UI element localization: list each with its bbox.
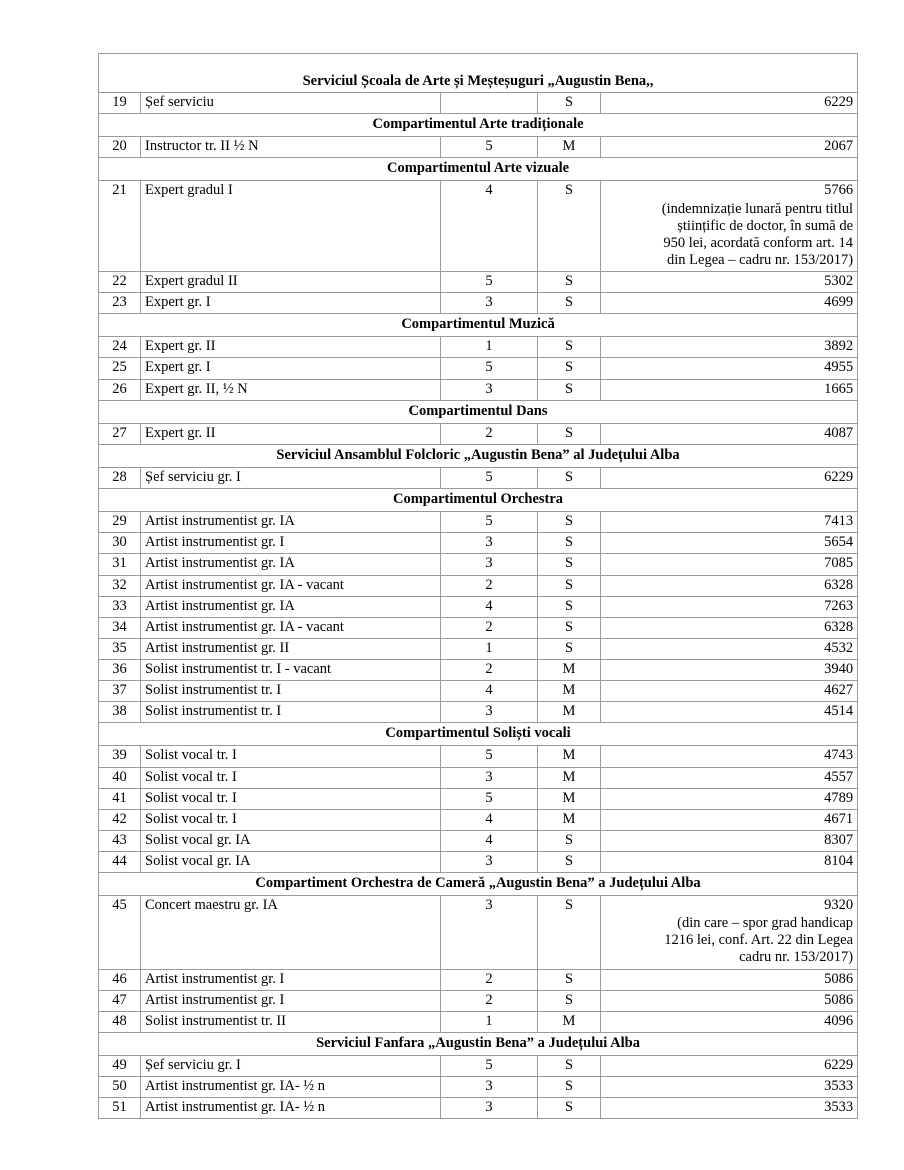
studies-level-cell: S (538, 512, 601, 533)
table-row (99, 638, 858, 659)
studies-level-cell: S (538, 467, 601, 488)
table-row (99, 554, 858, 575)
amount-cell (601, 1077, 858, 1098)
gradation-cell: 4 (441, 181, 538, 272)
row-number-cell: 26 (99, 379, 141, 400)
table-row (99, 990, 858, 1011)
position-name-cell: Expert gr. I (141, 293, 441, 314)
gradation-cell: 3 (441, 293, 538, 314)
gradation-cell: 5 (441, 137, 538, 158)
gradation-cell: 3 (441, 702, 538, 723)
amount-cell (601, 575, 858, 596)
position-name-cell: Artist instrumentist gr. II (141, 638, 441, 659)
section-title: Serviciul Ansamblul Folcloric „Augustin Bena” al Județului Alba (99, 444, 858, 467)
studies-level-cell: M (538, 746, 601, 767)
position-name-cell: Artist instrumentist gr. IA - vacant (141, 617, 441, 638)
position-name-cell: Expert gr. II, ½ N (141, 379, 441, 400)
gradation-cell: 5 (441, 358, 538, 379)
row-number-cell: 47 (99, 990, 141, 1011)
section-header-row (99, 444, 858, 467)
amount-cell (601, 271, 858, 292)
table-row (99, 1011, 858, 1032)
amount-value: 4627 (824, 682, 854, 699)
studies-level-cell: S (538, 990, 601, 1011)
row-number-cell: 25 (99, 358, 141, 379)
table-row (99, 93, 858, 114)
gradation-cell: 3 (441, 896, 538, 969)
studies-level-cell: M (538, 702, 601, 723)
table-row (99, 767, 858, 788)
payroll-table-body (99, 54, 858, 1119)
amount-cell (601, 969, 858, 990)
row-number-cell: 48 (99, 1011, 141, 1032)
table-row (99, 830, 858, 851)
section-header-row (99, 400, 858, 423)
row-number-cell: 42 (99, 809, 141, 830)
studies-level-cell: S (538, 575, 601, 596)
studies-level-cell: S (538, 596, 601, 617)
gradation-cell: 1 (441, 638, 538, 659)
payroll-sheet (98, 53, 857, 1119)
amount-cell (601, 379, 858, 400)
amount-value: 1665 (824, 380, 854, 397)
amount-value: 8104 (824, 852, 854, 869)
row-number-cell: 33 (99, 596, 141, 617)
row-number-cell: 51 (99, 1098, 141, 1119)
gradation-cell: 3 (441, 1098, 538, 1119)
position-name-cell: Expert gr. I (141, 358, 441, 379)
section-title: Compartimentul Orchestra (99, 489, 858, 512)
amount-cell (601, 851, 858, 872)
section-title: Serviciul Fanfara „Augustin Bena” a Județului Alba (99, 1032, 858, 1055)
studies-level-cell: M (538, 681, 601, 702)
table-row (99, 467, 858, 488)
row-number-cell: 20 (99, 137, 141, 158)
position-name-cell: Artist instrumentist gr. IA (141, 554, 441, 575)
position-name-cell: Artist instrumentist gr. IA- ½ n (141, 1098, 441, 1119)
amount-cell (601, 512, 858, 533)
row-number-cell: 31 (99, 554, 141, 575)
section-header-row (99, 158, 858, 181)
amount-cell (601, 617, 858, 638)
row-number-cell: 30 (99, 533, 141, 554)
row-number-cell: 34 (99, 617, 141, 638)
payroll-table (98, 53, 858, 1119)
amount-value: 8307 (824, 831, 854, 848)
studies-level-cell: S (538, 293, 601, 314)
table-row (99, 271, 858, 292)
studies-level-cell: S (538, 830, 601, 851)
studies-level-cell: S (538, 896, 601, 969)
gradation-cell: 2 (441, 617, 538, 638)
studies-level-cell: M (538, 659, 601, 680)
amount-cell (601, 702, 858, 723)
gradation-cell: 2 (441, 575, 538, 596)
row-number-cell: 19 (99, 93, 141, 114)
amount-value: 5654 (824, 534, 854, 551)
section-title: Serviciul Școala de Arte și Meșteșuguri „Augustin Bena,, (99, 54, 858, 93)
table-row (99, 181, 858, 272)
gradation-cell: 3 (441, 379, 538, 400)
studies-level-cell: S (538, 554, 601, 575)
studies-level-cell: M (538, 767, 601, 788)
gradation-cell: 2 (441, 423, 538, 444)
position-name-cell: Solist vocal tr. I (141, 788, 441, 809)
amount-cell (601, 423, 858, 444)
gradation-cell: 3 (441, 851, 538, 872)
table-row (99, 746, 858, 767)
amount-cell (601, 358, 858, 379)
table-row (99, 896, 858, 969)
table-row (99, 423, 858, 444)
studies-level-cell: M (538, 137, 601, 158)
row-number-cell: 22 (99, 271, 141, 292)
row-number-cell: 45 (99, 896, 141, 969)
position-name-cell: Solist instrumentist tr. II (141, 1011, 441, 1032)
position-name-cell: Șef serviciu gr. I (141, 1056, 441, 1077)
position-name-cell: Expert gradul I (141, 181, 441, 272)
position-name-cell: Expert gradul II (141, 271, 441, 292)
studies-level-cell: M (538, 788, 601, 809)
amount-value: 6229 (824, 94, 854, 110)
position-name-cell: Solist instrumentist tr. I (141, 702, 441, 723)
amount-note-line: (indemnizație lunară pentru titlul (661, 200, 854, 217)
amount-note (605, 201, 853, 269)
table-row (99, 358, 858, 379)
amount-cell (601, 1098, 858, 1119)
amount-cell (601, 788, 858, 809)
row-number-cell: 32 (99, 575, 141, 596)
table-row (99, 788, 858, 809)
amount-cell (601, 533, 858, 554)
position-name-cell: Șef serviciu (141, 93, 441, 114)
amount-value: 4671 (824, 810, 854, 827)
position-name-cell: Solist vocal gr. IA (141, 851, 441, 872)
amount-value: 5086 (824, 970, 854, 987)
amount-value: 5086 (824, 991, 854, 1008)
studies-level-cell: S (538, 851, 601, 872)
position-name-cell: Artist instrumentist gr. I (141, 969, 441, 990)
section-header-row (99, 489, 858, 512)
amount-value: 6229 (824, 1057, 854, 1074)
amount-cell (601, 896, 858, 969)
table-row (99, 596, 858, 617)
amount-value: 4955 (824, 359, 854, 376)
position-name-cell: Artist instrumentist gr. IA - vacant (141, 575, 441, 596)
table-row (99, 969, 858, 990)
amount-value: 3892 (824, 338, 854, 355)
amount-value: 7085 (824, 555, 854, 572)
section-title: Compartiment Orchestra de Cameră „Augustin Bena” a Județului Alba (99, 873, 858, 896)
row-number-cell: 21 (99, 181, 141, 272)
gradation-cell: 4 (441, 681, 538, 702)
table-row (99, 137, 858, 158)
table-row (99, 1098, 858, 1119)
studies-level-cell: S (538, 533, 601, 554)
gradation-cell: 4 (441, 809, 538, 830)
row-number-cell: 28 (99, 467, 141, 488)
row-number-cell: 50 (99, 1077, 141, 1098)
amount-value: 3940 (824, 660, 854, 677)
amount-cell (601, 1011, 858, 1032)
studies-level-cell: S (538, 617, 601, 638)
row-number-cell: 36 (99, 659, 141, 680)
studies-level-cell: S (538, 423, 601, 444)
gradation-cell: 1 (441, 1011, 538, 1032)
amount-cell (601, 638, 858, 659)
row-number-cell: 29 (99, 512, 141, 533)
gradation-cell: 5 (441, 467, 538, 488)
section-title: Compartimentul Arte vizuale (99, 158, 858, 181)
studies-level-cell: S (538, 181, 601, 272)
amount-cell (601, 990, 858, 1011)
position-name-cell: Solist vocal tr. I (141, 746, 441, 767)
row-number-cell: 27 (99, 423, 141, 444)
position-name-cell: Artist instrumentist gr. IA (141, 512, 441, 533)
amount-value: 7413 (824, 513, 854, 530)
amount-cell (601, 337, 858, 358)
amount-value: 6328 (824, 576, 854, 593)
amount-value: 4514 (824, 703, 854, 720)
section-header-row (99, 873, 858, 896)
table-row (99, 512, 858, 533)
amount-value: 6328 (824, 618, 854, 635)
row-number-cell: 35 (99, 638, 141, 659)
amount-cell (601, 137, 858, 158)
section-header-row (99, 114, 858, 137)
amount-value: 4699 (824, 294, 854, 311)
position-name-cell: Solist vocal tr. I (141, 767, 441, 788)
amount-note-line: științific de doctor, în sumă de (677, 217, 854, 234)
gradation-cell: 5 (441, 1056, 538, 1077)
position-name-cell: Artist instrumentist gr. I (141, 533, 441, 554)
gradation-cell: 4 (441, 596, 538, 617)
table-row (99, 1056, 858, 1077)
row-number-cell: 46 (99, 969, 141, 990)
amount-value: 4087 (824, 424, 854, 441)
amount-cell (601, 596, 858, 617)
gradation-cell: 2 (441, 990, 538, 1011)
amount-note (605, 915, 853, 966)
amount-cell (601, 1056, 858, 1077)
row-number-cell: 24 (99, 337, 141, 358)
position-name-cell: Solist vocal tr. I (141, 809, 441, 830)
section-header-row (99, 314, 858, 337)
gradation-cell: 3 (441, 533, 538, 554)
position-name-cell: Artist instrumentist gr. IA- ½ n (141, 1077, 441, 1098)
studies-level-cell: M (538, 809, 601, 830)
studies-level-cell: S (538, 271, 601, 292)
table-row (99, 379, 858, 400)
amount-cell (601, 181, 858, 272)
table-row (99, 575, 858, 596)
amount-value: 4789 (824, 789, 854, 806)
amount-value: 3533 (824, 1099, 854, 1116)
amount-cell (601, 293, 858, 314)
amount-note-line: 950 lei, acordată conform art. 14 (663, 234, 854, 251)
gradation-cell: 3 (441, 767, 538, 788)
position-name-cell: Artist instrumentist gr. IA (141, 596, 441, 617)
table-row (99, 809, 858, 830)
position-name-cell: Instructor tr. II ½ N (141, 137, 441, 158)
row-number-cell: 39 (99, 746, 141, 767)
gradation-cell: 5 (441, 512, 538, 533)
amount-cell (601, 681, 858, 702)
studies-level-cell: S (538, 93, 601, 114)
table-row (99, 533, 858, 554)
amount-value: 5766 (824, 182, 854, 199)
gradation-cell: 5 (441, 746, 538, 767)
row-number-cell: 40 (99, 767, 141, 788)
gradation-cell: 1 (441, 337, 538, 358)
section-title: Compartimentul Soliști vocali (99, 723, 858, 746)
section-title: Compartimentul Muzică (99, 314, 858, 337)
position-name-cell: Solist vocal gr. IA (141, 830, 441, 851)
table-row (99, 337, 858, 358)
amount-value: 7263 (824, 597, 854, 614)
gradation-cell: 3 (441, 554, 538, 575)
studies-level-cell: M (538, 1011, 601, 1032)
table-row (99, 617, 858, 638)
row-number-cell: 41 (99, 788, 141, 809)
amount-value: 5302 (824, 272, 854, 289)
gradation-cell: 2 (441, 659, 538, 680)
amount-note-line: din Legea – cadru nr. 153/2017) (667, 251, 854, 268)
gradation-cell (441, 93, 538, 114)
position-name-cell: Șef serviciu gr. I (141, 467, 441, 488)
table-row (99, 659, 858, 680)
table-row (99, 293, 858, 314)
position-name-cell: Solist instrumentist tr. I - vacant (141, 659, 441, 680)
studies-level-cell: S (538, 337, 601, 358)
gradation-cell: 3 (441, 1077, 538, 1098)
studies-level-cell: S (538, 379, 601, 400)
amount-value: 4532 (824, 639, 854, 656)
amount-note-line: cadru nr. 153/2017) (739, 949, 854, 966)
amount-value: 4743 (824, 747, 854, 764)
gradation-cell: 2 (441, 969, 538, 990)
section-title: Compartimentul Arte tradiționale (99, 114, 858, 137)
studies-level-cell: S (538, 358, 601, 379)
amount-cell (601, 659, 858, 680)
table-row (99, 702, 858, 723)
studies-level-cell: S (538, 969, 601, 990)
amount-note-line: (din care – spor grad handicap (677, 915, 854, 932)
amount-cell (601, 93, 858, 114)
amount-value: 6229 (824, 468, 854, 485)
position-name-cell: Expert gr. II (141, 423, 441, 444)
row-number-cell: 49 (99, 1056, 141, 1077)
position-name-cell: Expert gr. II (141, 337, 441, 358)
amount-cell (601, 767, 858, 788)
studies-level-cell: S (538, 638, 601, 659)
table-row (99, 681, 858, 702)
amount-cell (601, 830, 858, 851)
amount-cell (601, 746, 858, 767)
amount-value: 4096 (824, 1012, 854, 1029)
amount-value: 4557 (824, 768, 854, 785)
studies-level-cell: S (538, 1098, 601, 1119)
amount-value: 9320 (824, 897, 854, 914)
row-number-cell: 23 (99, 293, 141, 314)
amount-cell (601, 467, 858, 488)
amount-note-line: 1216 lei, conf. Art. 22 din Legea (664, 932, 854, 949)
studies-level-cell: S (538, 1056, 601, 1077)
row-number-cell: 37 (99, 681, 141, 702)
amount-cell (601, 809, 858, 830)
table-row (99, 851, 858, 872)
position-name-cell: Concert maestru gr. IA (141, 896, 441, 969)
table-row (99, 1077, 858, 1098)
row-number-cell: 43 (99, 830, 141, 851)
section-title: Compartimentul Dans (99, 400, 858, 423)
row-number-cell: 44 (99, 851, 141, 872)
row-number-cell: 38 (99, 702, 141, 723)
position-name-cell: Solist instrumentist tr. I (141, 681, 441, 702)
section-header-row (99, 1032, 858, 1055)
gradation-cell: 5 (441, 271, 538, 292)
amount-cell (601, 554, 858, 575)
section-header-row (99, 54, 858, 93)
amount-value: 2067 (824, 138, 854, 155)
amount-value: 3533 (824, 1078, 854, 1095)
position-name-cell: Artist instrumentist gr. I (141, 990, 441, 1011)
section-header-row (99, 723, 858, 746)
gradation-cell: 4 (441, 830, 538, 851)
gradation-cell: 5 (441, 788, 538, 809)
studies-level-cell: S (538, 1077, 601, 1098)
